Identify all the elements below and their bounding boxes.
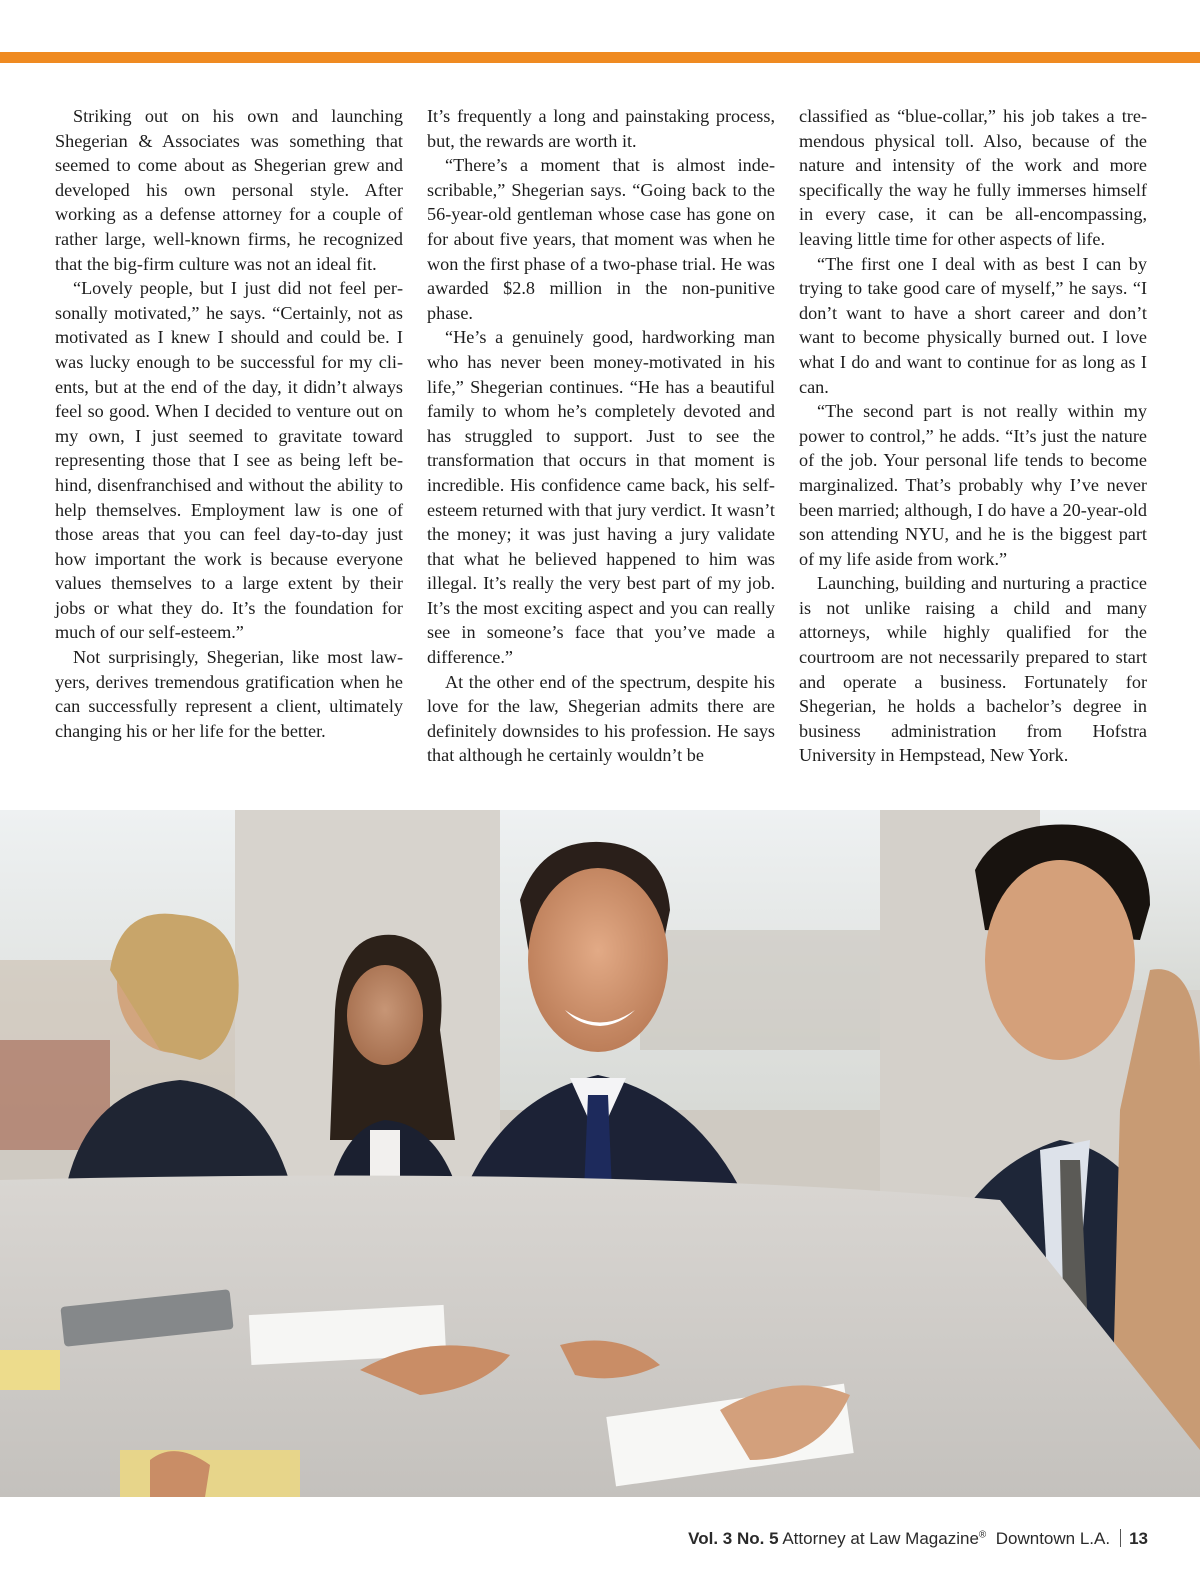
- paragraph: Not surprisingly, Shegerian, like most lawyers, derives tremendous gratification when he can successfully represent a client, ultimately changing his or her life for the better.: [55, 647, 403, 741]
- edition-name: Downtown L.A.: [995, 1529, 1111, 1548]
- page-number: 13: [1129, 1529, 1148, 1548]
- page-footer: [0, 1529, 1148, 1549]
- article-column-3: [799, 104, 1147, 768]
- paragraph: classified as “blue-collar,” his job takes a tremendous physical toll. Also, because of the nature and intensity of the work and more specifically the way he fully immerses himself in every case, it can be all-encompassing, leaving little time for other aspects of life.: [799, 106, 1147, 249]
- article-body: [55, 104, 1148, 784]
- paragraph: “The second part is not really within my power to control,” he adds. “It’s just the nature of the job. Your personal life tends to become marginalized. That’s probably why I’ve never been married; although, I do have a 20-year-old son attending NYU, and he is the biggest part of my life aside from work.”: [799, 401, 1147, 569]
- footer-divider: [1120, 1529, 1121, 1547]
- paragraph: Striking out on his own and launching Shegerian & Associates was something that seemed to come about as Shegerian grew and developed his own personal style. After working as a defense attorney for a couple of rather large, well-known firms, he recognized that the big-firm culture was not an ideal fit.: [55, 106, 403, 274]
- magazine-name: Attorney at Law Magazine: [782, 1529, 979, 1548]
- registered-mark: ®: [978, 1529, 987, 1541]
- paragraph: It’s frequently a long and painstaking process, but, the rewards are worth it.: [427, 106, 775, 151]
- paragraph: Launching, building and nurturing a practice is not unlike raising a child and many attorneys, while highly qualified for the courtroom are not necessarily prepared to start and operate a business. Fortunately for Shegerian, he holds a bachelor’s degree in business administration from Hofstra University in Hempstead, New York.: [799, 573, 1147, 766]
- top-accent-rule: [0, 52, 1200, 63]
- meeting-photo-illustration: [0, 810, 1200, 1497]
- paragraph: “Lovely people, but I just did not feel personally motivated,” he says. “Certainly, not as motivated as I knew I should and could be. I was lucky enough to be successful for my clients, but at the end of the day, it didn’t always feel so good. When I decided to venture out on my own, I just seemed to gravitate toward representing those that I see as being left behind, disenfranchised and without the ability to help themselves. Employment law is one of those areas that you can feel day-to-day just how important the work is because everyone values themselves to a large extent by their jobs or what they do. It’s the foundation for much of our self-esteem.”: [55, 278, 403, 643]
- issue-volume: Vol. 3 No. 5: [688, 1529, 779, 1548]
- paragraph: “There’s a moment that is almost indescribable,” Shegerian says. “Going back to the 56-year-old gentleman whose case has gone on for about five years, that moment was when he won the first phase of a two-phase trial. He was awarded $2.8 million in the non-punitive phase.: [427, 155, 775, 323]
- article-column-2: [427, 104, 775, 768]
- paragraph: “The first one I deal with as best I can by trying to take good care of myself,” he says. “I don’t want to have a short career and don’t want to become physically burned out. I love what I do and want to continue for as long as I can.: [799, 253, 1147, 397]
- article-column-1: [55, 104, 403, 743]
- paragraph: At the other end of the spectrum, despite his love for the law, Shegerian admits there are definitely downsides to his profession. He says that although he certainly wouldn’t be: [427, 671, 775, 766]
- meeting-photo: [0, 810, 1200, 1497]
- paragraph: “He’s a genuinely good, hardworking man who has never been money-motivated in his life,” Shegerian continues. “He has a beautiful family to whom he’s completely devoted and has struggled to support. Just to see the transformation that occurs in that moment is incredible. His confidence came back, his self-esteem returned with that jury verdict. It wasn’t the money; it was just having a jury validate that what he believed happened to him was illegal. It’s really the very best part of my job. It’s the most exciting aspect and you can really see in someone’s face that you’ve made a difference.”: [427, 327, 775, 668]
